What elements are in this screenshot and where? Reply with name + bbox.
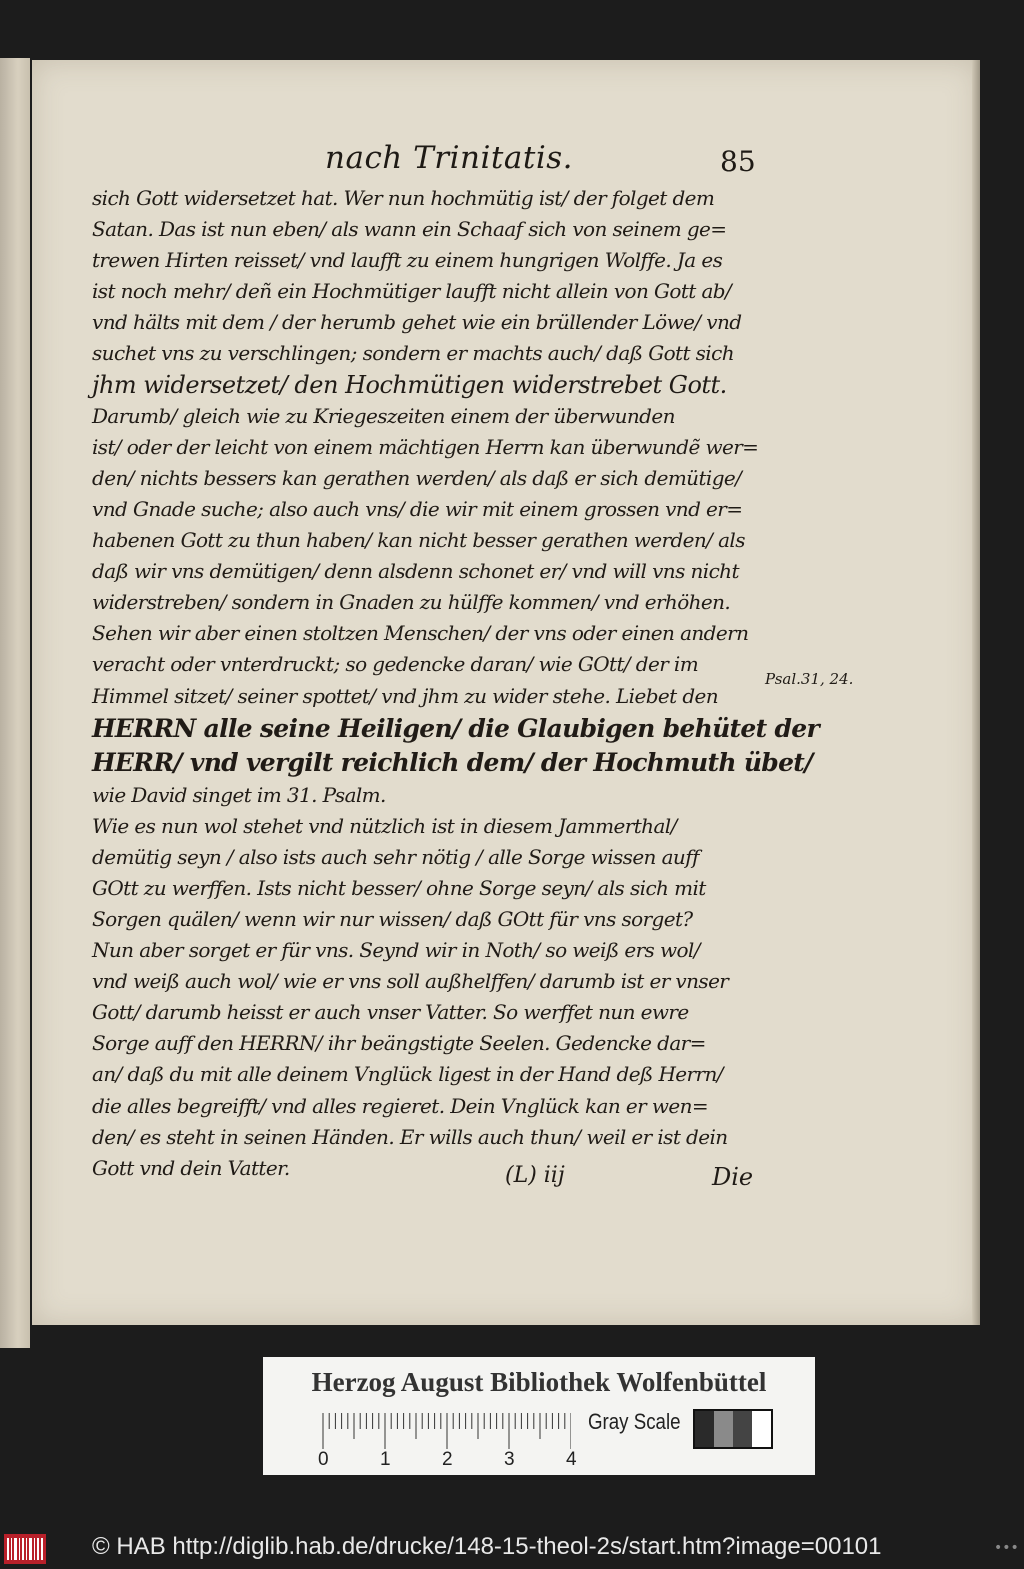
gray-swatch [714,1411,733,1447]
footer-url[interactable]: © HAB http://diglib.hab.de/drucke/148-15-theol-2s/start.htm?image=00101 [92,1533,882,1560]
gray-swatch [733,1411,752,1447]
library-color-card [263,1357,815,1475]
card-title: Herzog August Bibliothek Wolfenbüttel [311,1367,767,1397]
text-line: den/ es steht in seinen Händen. Er wills auch thun/ weil er ist dein [92,1124,728,1149]
text-line: sich Gott widersetzet hat. Wer nun hochmütig ist/ der folget dem [92,186,715,210]
text-line: suchet vns zu verschlingen; sondern er machts auch/ daß Gott sich [92,341,734,366]
ruler-label: 1 [380,1449,391,1470]
text-line: die alles begreifft/ vnd alles regieret. Dein Vnglück kan er wen= [92,1093,709,1118]
text-line: HERRN alle seine Heiligen/ die Glaubigen behütet der [92,713,819,743]
gray-swatch [752,1411,771,1447]
text-line: vnd hälts mit dem / der herumb gehet wie ein brüllender Löwe/ vnd [92,310,742,335]
text-line: Sorge auff den HERRN/ ihr beängstigte Seelen. Gedencke dar= [92,1031,706,1056]
dots-icon[interactable]: ••• [994,1540,1019,1556]
text-line: daß wir vns demütigen/ denn alsdenn schonet er/ vnd will vns nicht [92,559,739,584]
ruler-label: 2 [442,1449,453,1470]
text-line: vnd Gnade suche; also auch vns/ die wir mit einem grossen vnd er= [92,496,743,521]
gray-swatch [695,1411,714,1447]
text-line: wie David singet im 31. Psalm. [92,782,386,807]
previous-page-edge [0,58,30,1348]
text-line: ist/ oder der leicht von einem mächtigen Herrn kan überwundẽ wer= [92,434,759,459]
text-line: vnd weiß auch wol/ wie er vns soll außhelffen/ darumb ist er vnser [92,969,729,994]
running-head: nach Trinitatis. [325,140,573,176]
text-line: jhm widersetzet/ den Hochmütigen widerstrebet Gott. [92,370,727,399]
text-line: an/ daß du mit alle deinem Vnglück ligest in der Hand deß Herrn/ [92,1062,723,1087]
ruler-label: 4 [566,1449,577,1470]
text-line: Himmel sitzet/ seiner spottet/ vnd jhm zu wider stehe. Liebet den [92,683,719,708]
signature-mark: (L) iij [505,1163,565,1188]
ruler-label: 0 [318,1449,329,1470]
text-line: Wie es nun wol stehet vnd nützlich ist in diesem Jammerthal/ [92,813,677,838]
footer-bar [0,1530,1024,1569]
text-line: ist noch mehr/ deñ ein Hochmütiger laufft nicht allein von Gott ab/ [92,279,732,304]
text-line: demütig seyn / also ists auch sehr nötig / alle Sorge wissen auff [92,844,699,869]
catchword: Die [712,1163,754,1191]
page-number: 85 [720,145,756,178]
text-line: widerstreben/ sondern in Gnaden zu hülffe kommen/ vnd erhöhen. [92,590,731,615]
text-line: Gott vnd dein Vatter. [92,1155,290,1180]
text-line: GOtt zu werffen. Ists nicht besser/ ohne Sorge seyn/ als sich mit [92,875,706,900]
text-line: Gott/ darumb heisst er auch vnser Vatter. So werffet nun ewre [92,1000,689,1025]
gray-scale-swatches [693,1409,773,1449]
text-line: Darumb/ gleich wie zu Kriegeszeiten einem der überwunden [92,403,675,428]
text-line: Sehen wir aber einen stoltzen Menschen/ der vns oder einen andern [92,621,749,646]
ruler-label: 3 [504,1449,515,1470]
text-line: Nun aber sorget er für vns. Seynd wir in Noth/ so weiß ers wol/ [92,938,700,963]
margin-note: Psal.31, 24. [765,670,854,688]
text-line: veracht oder vnterdruckt; so gedencke daran/ wie GOtt/ der im [92,652,699,677]
gray-scale-label: Gray Scale [588,1409,681,1434]
text-line: den/ nichts bessers kan gerathen werden/ als daß er sich demütige/ [92,465,742,490]
text-line: habenen Gott zu thun haben/ kan nicht besser gerathen werden/ als [92,528,745,553]
page-edge [972,60,980,1325]
hab-barcode-logo-icon [4,1534,46,1564]
text-line: HERR/ vnd vergilt reichlich dem/ der Hochmuth übet/ [92,747,813,777]
text-line: Satan. Das ist nun eben/ als wann ein Schaaf sich von seinem ge= [92,217,727,242]
ruler-scale [321,1411,571,1451]
text-line: Sorgen quälen/ wenn wir nur wissen/ daß GOtt für vns sorget? [92,906,693,931]
text-line: trewen Hirten reisset/ vnd laufft zu einem hungrigen Wolffe. Ja es [92,248,723,273]
